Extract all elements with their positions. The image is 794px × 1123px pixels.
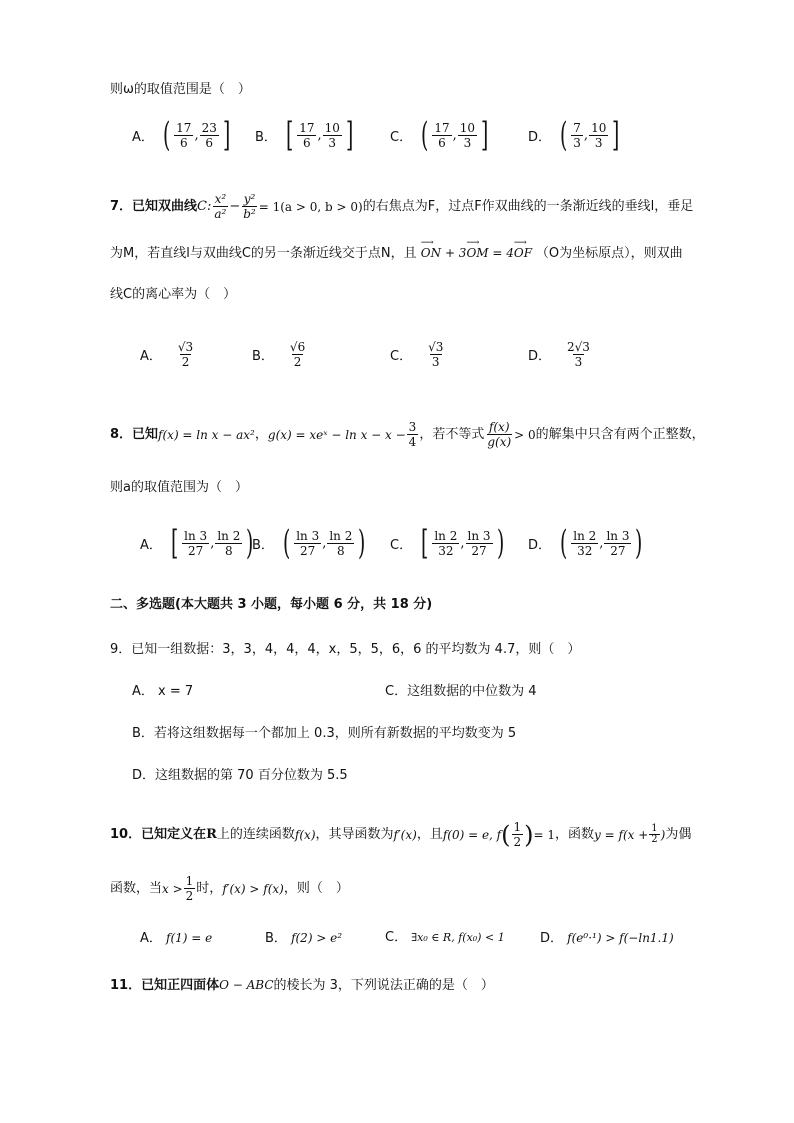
q9-option-b: B．若将这组数据每一个都加上 0.3，则所有新数据的平均数变为 5 [132, 726, 517, 741]
interval-comma: , [317, 127, 322, 143]
q10-cond-den: 2 [185, 889, 194, 903]
q7-number: 7．已知双曲线 [110, 198, 198, 214]
interval-comma: , [452, 127, 457, 143]
q10-line2-c: ，则（ ） [283, 880, 349, 896]
q7-text1: 的右焦点为F，过点F作双曲线的一条渐近线的垂线l，垂足 [362, 198, 694, 214]
interval-upper-den: 8 [337, 543, 345, 558]
section-heading: 二、多选题(本大题共 3 小题，每小题 6 分，共 18 分) [110, 597, 433, 612]
q9-option-a: A． x = 7 [132, 684, 194, 699]
interval-comma: , [322, 535, 327, 551]
interval-upper-den: 27 [610, 543, 626, 558]
q10-f0: f(0) = e, f [442, 827, 502, 842]
bracket-close: ) [635, 523, 643, 563]
interval-lower-num: 7 [573, 120, 581, 135]
interval-lower-num: 17 [176, 120, 192, 135]
option-label: C． [390, 349, 413, 364]
q10-half [512, 820, 524, 849]
option-fraction-num: 2√3 [567, 340, 590, 354]
interval-lower [294, 529, 321, 558]
q6-option-a [132, 115, 233, 155]
q10-stem-f: 为偶 [665, 826, 692, 842]
q7-line1: 7．已知双曲线 C: $\frac{\text{x²}}{\text{a²}}$ − $\frac{\text{y²}}{\text{b²}}$ = 1(a > 0, b > 0) 的右焦点为F，过点F作双曲线的一条渐近线的垂线l，垂足 [110, 192, 694, 221]
q7-option-c [390, 340, 446, 369]
q10-cond: x > [162, 881, 183, 896]
option-fraction-num: √3 [177, 340, 194, 354]
q7-frac-y [241, 192, 258, 221]
interval-lower [174, 121, 193, 150]
q10-f-half-tail: = 1 [533, 827, 556, 842]
q10-R: R [206, 826, 217, 842]
interval-upper-den: 3 [463, 135, 472, 150]
interval-lower-num: ln 2 [573, 528, 597, 543]
q10-option-b [265, 928, 342, 949]
interval-lower [571, 529, 598, 558]
interval-lower [432, 529, 459, 558]
interval-lower-num: ln 3 [296, 528, 320, 543]
interval-upper-den: 8 [225, 543, 233, 558]
interval-lower-num: ln 3 [184, 528, 208, 543]
interval-upper-num: 10 [591, 120, 607, 135]
q8-ineq-frac [485, 420, 513, 449]
interval-comma: , [460, 535, 465, 551]
interval-upper [604, 529, 631, 558]
q7-frac-x [212, 192, 228, 221]
interval-lower [571, 121, 583, 150]
bracket-open: ( [421, 115, 429, 155]
q10-option-b-label: B． [265, 931, 287, 946]
option-fraction-den: 3 [431, 355, 440, 369]
q7-line2-text: 为M，若直线l与双曲线C的另一条渐近线交于点N，且 [110, 246, 417, 261]
q10-half-den: 2 [513, 835, 522, 849]
option-label: D． [528, 537, 552, 553]
interval-upper-den: 3 [594, 135, 603, 150]
q10-line1: 10．已知定义在 R 上的连续函数 f(x) ，其导函数为 f′(x) ，且 f(0) = e, f ( $\frac{1}{2}$ ) = 1 ，函数 y = f(x + $\frac{1}{2}$ ) 为偶 [110, 820, 692, 849]
q7-vec-eq: = 4 [488, 246, 514, 260]
q8-frac-34-den: 4 [408, 435, 417, 449]
q10-y-half-num: 1 [651, 823, 658, 834]
q11-stem [110, 975, 494, 996]
q7-option-a [140, 340, 196, 369]
interval-upper [466, 529, 493, 558]
interval-lower-num: 17 [299, 120, 315, 135]
q8-sep: ， [254, 426, 268, 442]
bracket-close: ) [358, 523, 366, 563]
option-fraction-den: 3 [574, 355, 583, 369]
q10-y-half-den: 2 [651, 834, 658, 845]
q10-cond-num: 1 [185, 874, 194, 888]
q11-stem-a: 11．已知正四面体 [110, 978, 220, 993]
interval-upper [215, 529, 242, 558]
q6-tail: 则ω的取值范围是（ ） [110, 82, 251, 97]
q10-option-d-text: f(e⁰·¹) > f(−ln1.1) [567, 931, 674, 945]
q9-stem [110, 640, 580, 660]
option-label: C． [390, 537, 413, 553]
bracket-close: ) [496, 523, 504, 563]
interval-comma: , [583, 127, 589, 143]
bracket-open: ( [560, 115, 568, 155]
q6-option-d [528, 115, 623, 155]
q7-option-b [252, 340, 308, 369]
q10-stem-c: ，其导函数为 [315, 826, 394, 842]
q6-option-b [255, 115, 356, 155]
option-label: A． [140, 537, 162, 553]
option-fraction-num: √3 [428, 340, 444, 354]
interval-upper-num: ln 2 [329, 528, 353, 543]
interval-upper-num: 23 [201, 120, 217, 135]
q10-y-tail: ) [660, 827, 666, 842]
q7-line3: 线C的离心率为（ ） [110, 287, 237, 302]
q8-g-def: g(x) = xeˣ − ln x − x − [267, 427, 406, 442]
q8-ineq-tail: > 0 [514, 427, 536, 442]
interval-lower-den: 6 [303, 135, 311, 150]
q10-y-half [649, 824, 659, 845]
interval-lower-num: 17 [434, 120, 450, 135]
q10-option-d-label: D． [540, 931, 564, 946]
q8-ineq-num: f(x) [488, 420, 510, 434]
interval-upper [589, 121, 608, 150]
q8-ineq-den: g(x) [487, 435, 512, 449]
option-label: C． [390, 129, 413, 145]
q10-option-c-label: C． [385, 930, 408, 945]
vector-on: ⟶ ON [421, 243, 441, 263]
q9-stem-text: 9．已知一组数据：3，3，4，4，4，x，5，5，6，6 的平均数为 4.7，则（ ） [110, 642, 581, 657]
option-label: A． [140, 349, 162, 364]
q10-fpx: f′(x) [393, 827, 417, 842]
q8-frac-34-num: 3 [408, 420, 417, 434]
q8-frac-34 [407, 420, 419, 449]
q8-f-def: f(x) = ln x − ax² [158, 427, 255, 442]
interval-lower [297, 121, 316, 150]
q7-line2 [110, 243, 683, 264]
q7-frac-x-den: a² [214, 207, 227, 221]
q10-ineq: f′(x) > f(x) [222, 881, 284, 896]
q8-line2: 则a的取值范围为（ ） [110, 480, 248, 495]
q7-option-d [528, 340, 593, 369]
q11-stem-b: 的棱长为 3，下列说法正确的是（ ） [273, 978, 494, 993]
q8-option-c [390, 523, 507, 563]
q9-option-d: D．这组数据的第 70 百分位数为 5.5 [132, 768, 348, 783]
interval-upper-num: ln 3 [606, 528, 630, 543]
q10-line2-a: 函数，当 [110, 880, 163, 896]
q10-option-b-text: f(2) > e² [291, 931, 343, 945]
bracket-open: ( [162, 115, 171, 155]
q10-stem-e: ，函数 [555, 826, 595, 842]
q10-line2 [110, 874, 349, 903]
interval-comma: , [599, 535, 604, 551]
interval-lower-den: 27 [300, 543, 316, 558]
q10-option-a [140, 928, 212, 949]
q10-stem-b: 上的连续函数 [216, 826, 295, 842]
interval-upper-num: 10 [459, 120, 476, 135]
bracket-close: ] [345, 115, 354, 155]
q8-tail: 的解集中只含有两个正整数， [535, 426, 705, 442]
q10-option-a-label: A． [140, 931, 162, 946]
q10-stem-d: ，且 [416, 826, 443, 842]
option-fraction [288, 340, 307, 369]
interval-upper-den: 27 [471, 543, 487, 558]
option-label: A． [132, 129, 154, 145]
q10-cond-frac [184, 874, 196, 903]
interval-lower-den: 6 [438, 135, 446, 150]
q10-option-c-text: ∃x₀ ∈ R, f(x₀) < 1 [411, 931, 505, 944]
interval-upper [327, 529, 354, 558]
interval-upper [200, 121, 219, 150]
option-fraction [426, 340, 445, 369]
bracket-close: ] [481, 115, 489, 155]
option-label: D． [528, 129, 552, 145]
q10-option-d [540, 928, 674, 949]
q10-fx: f(x) [294, 827, 316, 842]
option-fraction-den: 2 [293, 355, 302, 369]
bracket-open: [ [170, 523, 179, 563]
q11-tetra: O − ABC [219, 978, 274, 992]
q10-option-a-text: f(1) = e [166, 931, 213, 945]
q8-option-b [252, 523, 369, 563]
option-fraction-den: 2 [181, 355, 190, 369]
option-label: B． [255, 129, 277, 145]
q7-frac-y-den: b² [243, 207, 256, 221]
q10-option-c [385, 928, 505, 948]
bracket-open: ( [560, 523, 568, 563]
interval-upper [323, 121, 342, 150]
q10-y-def: y = f(x + [594, 827, 649, 842]
q7-frac-y-num: y² [243, 192, 256, 206]
bracket-open: [ [421, 523, 429, 563]
vector-of: ⟶ OF [514, 243, 532, 263]
interval-upper-den: 6 [205, 135, 214, 150]
q6-option-c [390, 115, 491, 155]
bracket-close: ) [246, 523, 254, 563]
option-label: B． [252, 349, 274, 364]
option-label: B． [252, 537, 274, 553]
interval-upper-num: 10 [324, 120, 340, 135]
interval-lower-den: 27 [188, 543, 204, 558]
bracket-close: ] [222, 115, 231, 155]
bracket-open: [ [285, 115, 294, 155]
interval-lower [182, 529, 209, 558]
q10-half-num: 1 [513, 820, 522, 834]
interval-lower [432, 121, 451, 150]
interval-lower-num: ln 2 [434, 528, 458, 543]
interval-comma: , [210, 535, 215, 551]
q8-option-a [140, 523, 257, 563]
interval-comma: , [194, 127, 199, 143]
bracket-close: ] [612, 115, 620, 155]
q7-eq-left: C: [197, 198, 212, 214]
q7-line2-tail: （O为坐标原点），则双曲 [535, 246, 683, 261]
option-fraction-num: √6 [289, 340, 306, 354]
q8-number: 8．已知 [110, 426, 159, 442]
q9-option-c: C．这组数据的中位数为 4 [385, 684, 537, 699]
q8-option-d [528, 523, 646, 563]
vector-om: ⟶ OM [466, 243, 488, 263]
interval-upper [458, 121, 477, 150]
q10-line2-b: 时， [196, 880, 223, 896]
q8-mid: ，若不等式 [419, 426, 485, 442]
interval-upper-num: ln 2 [217, 528, 241, 543]
interval-upper-num: ln 3 [467, 528, 491, 543]
option-fraction [176, 340, 195, 369]
interval-upper-den: 3 [328, 135, 337, 150]
q10-stem-a: 10．已知定义在 [110, 826, 207, 842]
q7-frac-x-num: x² [214, 192, 227, 206]
q7-eq-right: = 1(a > 0, b > 0) [258, 199, 363, 214]
option-fraction [565, 340, 592, 369]
option-label: D． [528, 349, 552, 364]
interval-lower-den: 3 [573, 135, 581, 150]
q7-vec-mid: + 3 [441, 246, 467, 260]
bracket-open: ( [282, 523, 291, 563]
q8-line1 [110, 420, 705, 449]
interval-lower-den: 32 [577, 543, 593, 558]
interval-lower-den: 6 [179, 135, 188, 150]
interval-lower-den: 32 [438, 543, 454, 558]
